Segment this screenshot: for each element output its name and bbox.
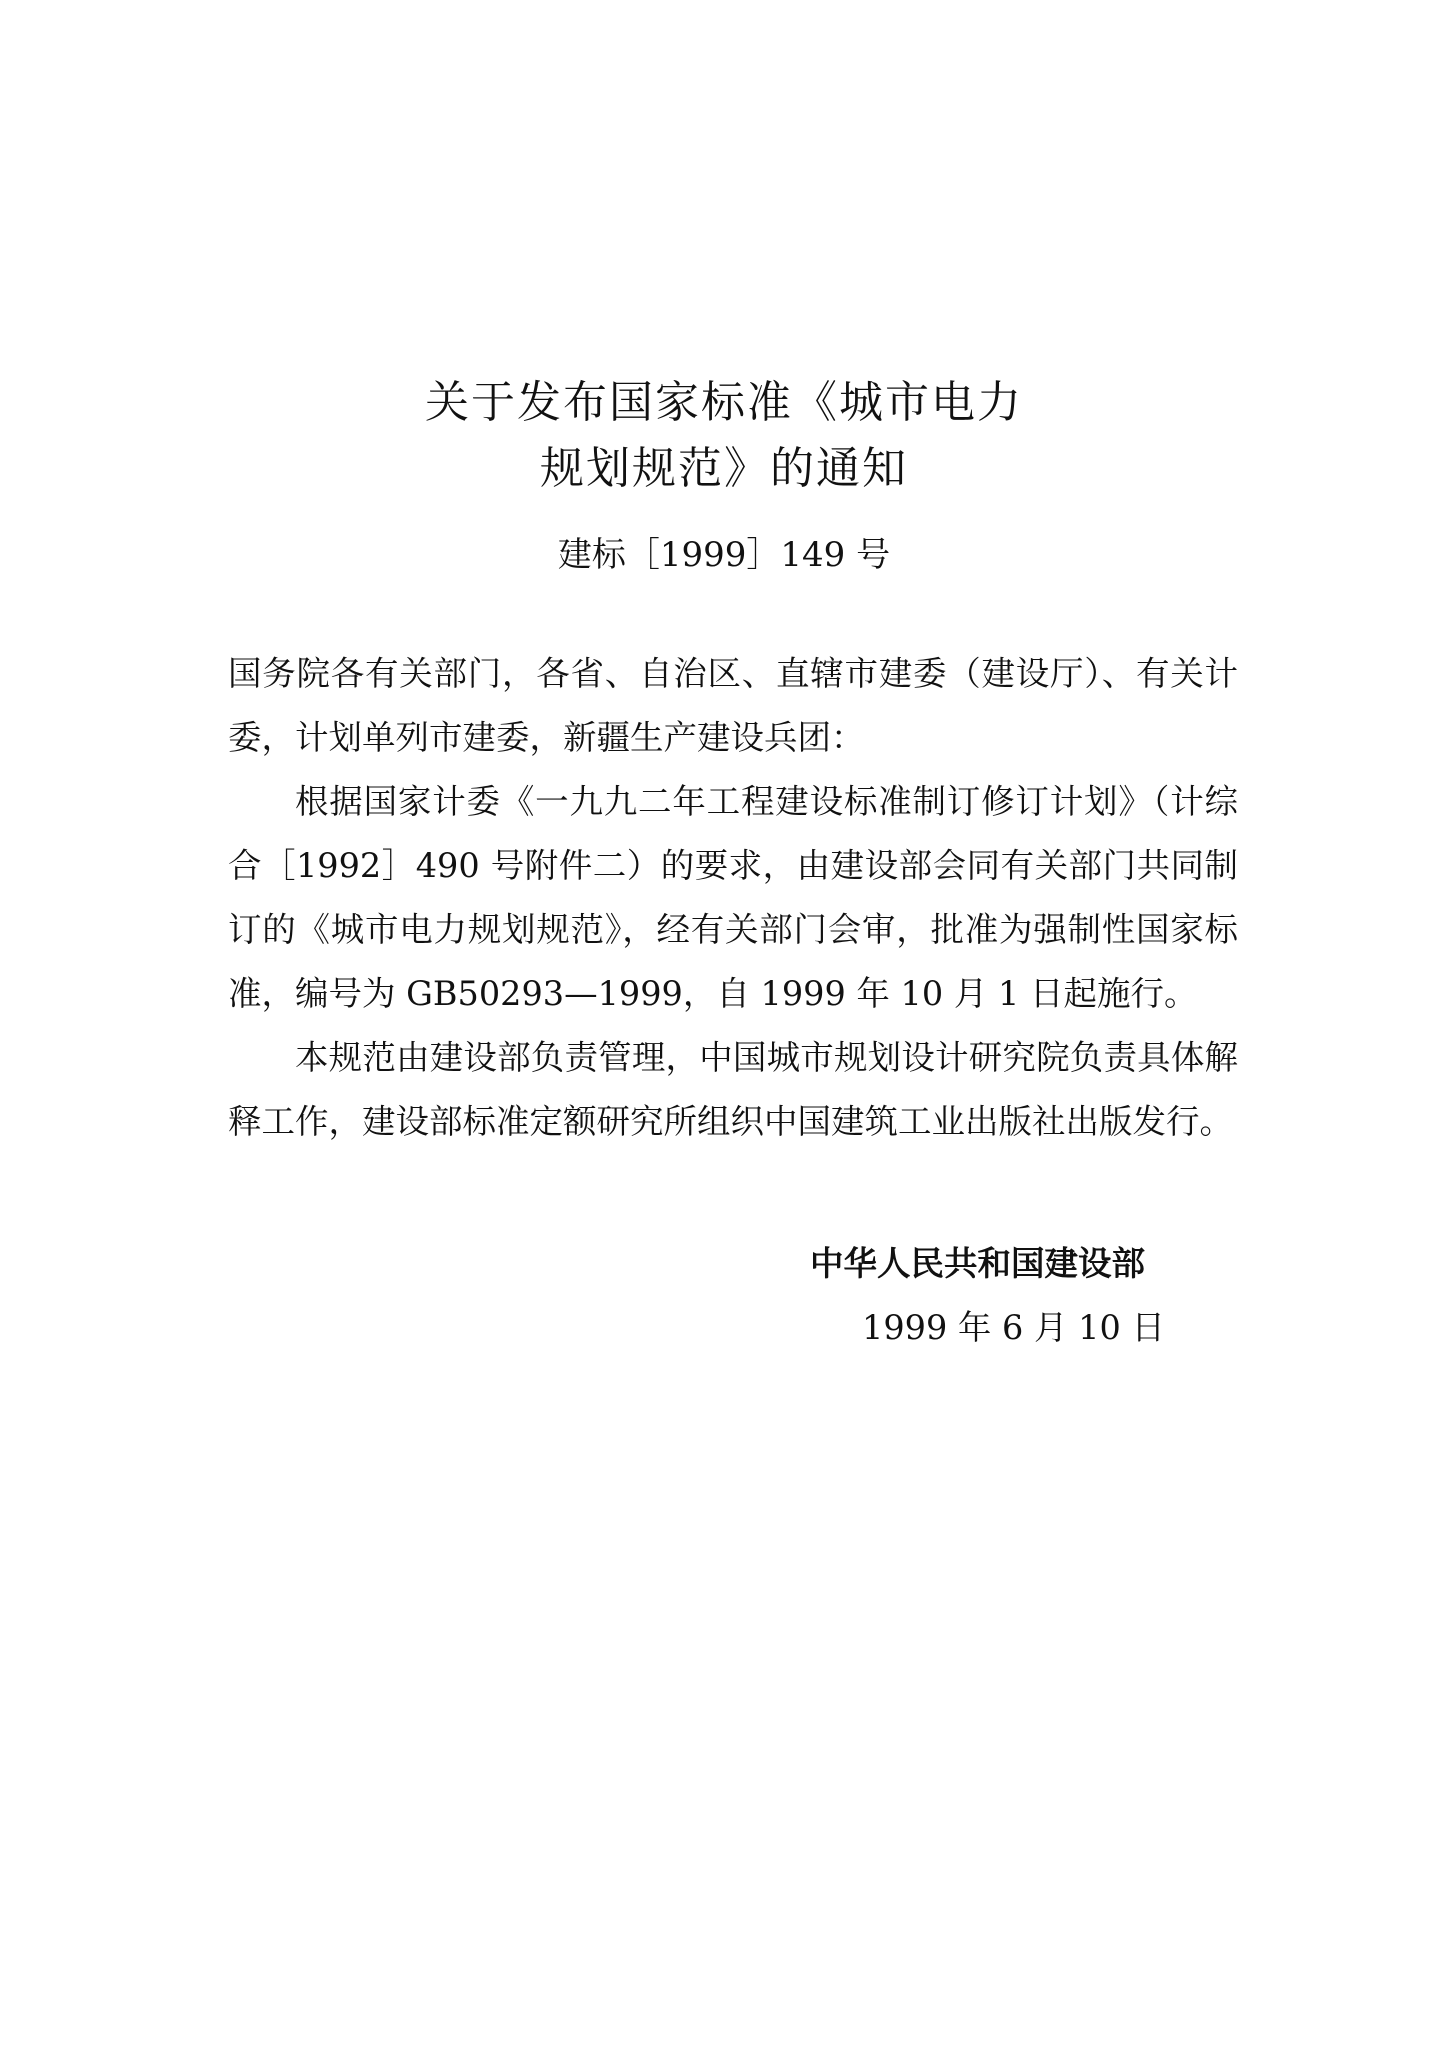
document-number: 建标［1999］149 号: [557, 535, 891, 575]
body-paragraph-1: 根据国家计委《一九九二年工程建设标准制订修订计划》（计综合［1992］490 号附件二）的要求，由建设部会同有关部门共同制订的《城市电力规划规范》，经有关部门会审，批准为强制性国家标准，编号为 GB50293—1999，自 1999 年 10 月 1 日起施行。: [228, 782, 1238, 1013]
signature-date: 1999 年 6 月 10 日: [862, 1308, 1165, 1347]
signature-organization: 中华人民共和国建设部: [810, 1244, 1145, 1283]
document-title-line-1: 关于发布国家标准《城市电力: [425, 377, 1023, 428]
addressee-paragraph: 国务院各有关部门，各省、自治区、直辖市建委（建设厅）、有关计委，计划单列市建委，新疆生产建设兵团：: [228, 654, 1238, 757]
document-body: [228, 642, 1238, 1154]
document-title-line-2: 规划规范》的通知: [540, 443, 908, 494]
body-paragraph-2: 本规范由建设部负责管理，中国城市规划设计研究院负责具体解释工作，建设部标准定额研究所组织中国建筑工业出版社出版发行。: [228, 1038, 1238, 1141]
